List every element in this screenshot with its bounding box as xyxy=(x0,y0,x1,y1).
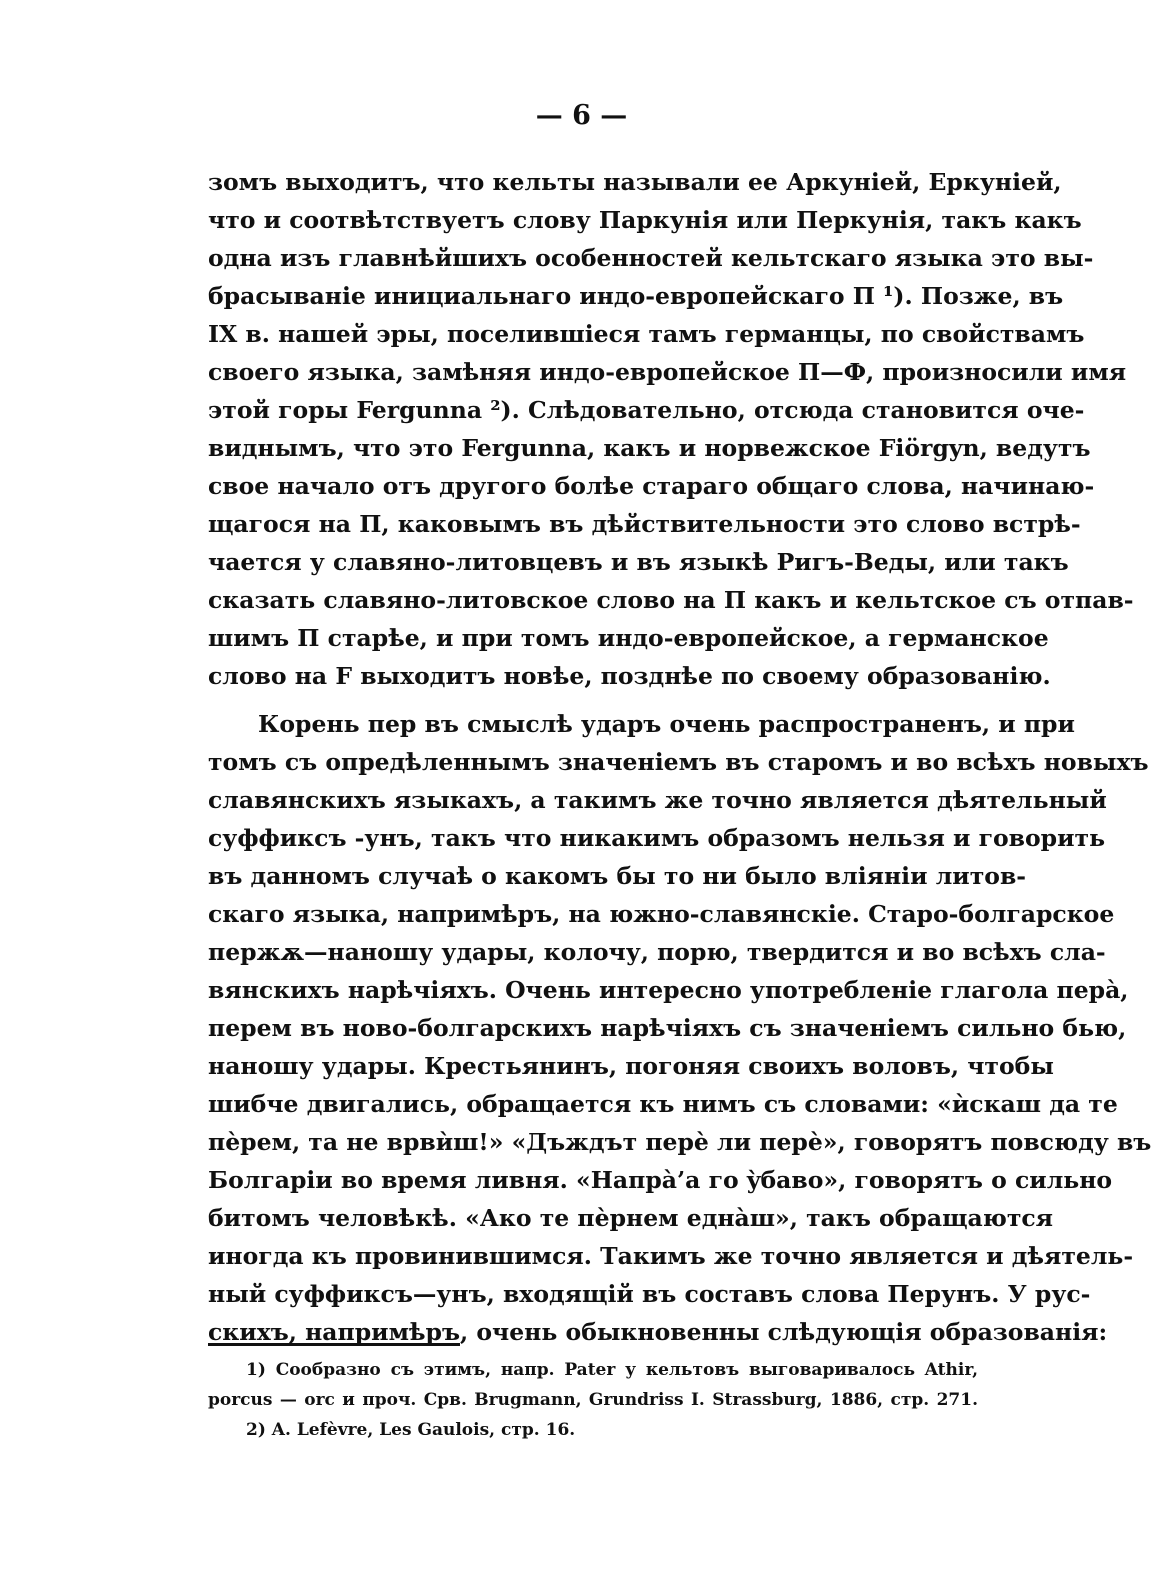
footnote-divider xyxy=(208,1343,460,1346)
text-line: пержѫ—наношу удары, колочу, порю, твердится и во всѣхъ сла- xyxy=(208,938,1106,966)
text-line: IX в. нашей эры, поселившіеся тамъ германцы, по свойствамъ xyxy=(208,320,1085,348)
footnote-line: porcus — orc и проч. Срв. Brugmann, Grundriss I. Strassburg, 1886, стр. 271. xyxy=(208,1390,978,1410)
text-line: своего языка, замѣняя индо-европейское П—Ф, произносили имя xyxy=(208,358,1127,386)
text-line: сказать славяно-литовское слово на П какъ и кельтское съ отпав- xyxy=(208,586,1134,614)
text-line: скаго языка, напримѣръ, на южно-славянскіе. Старо-болгарское xyxy=(208,900,1115,928)
text-line: наношу удары. Крестьянинъ, погоняя своихъ воловъ, чтобы xyxy=(208,1052,1054,1080)
text-line: брасываніе инициальнаго индо-европейскаго П ¹). Позже, въ xyxy=(208,282,1064,310)
text-line: одна изъ главнѣйшихъ особенностей кельтскаго языка это вы- xyxy=(208,244,1094,272)
text-line: чается у славяно-литовцевъ и въ языкѣ Ригъ-Веды, или такъ xyxy=(208,548,1069,576)
page-number: — 6 — xyxy=(535,100,628,131)
text-line: шимъ П старѣе, и при томъ индо-европейское, а германское xyxy=(208,624,1049,652)
footnote-line: 1) Сообразно съ этимъ, напр. Pater у кельтовъ выговаривалось Athir, xyxy=(246,1360,978,1380)
footnotes xyxy=(208,1355,978,1445)
text-line: что и соотвѣтствуетъ слову Паркунія или Перкунія, такъ какъ xyxy=(208,206,1082,234)
text-line: Болгаріи во время ливня. «Напрà’а го ỳбаво», говорятъ о сильно xyxy=(208,1166,1113,1194)
text-line: виднымъ, что это Fergunna, какъ и норвежское Fiörgyn, ведутъ xyxy=(208,434,1091,462)
text-line: зомъ выходитъ, что кельты называли ее Аркуніей, Еркуніей, xyxy=(208,168,1062,196)
text-line: этой горы Fergunna ²). Слѣдовательно, отсюда становится оче- xyxy=(208,396,1085,424)
text-line: суффиксъ -унъ, такъ что никакимъ образомъ нельзя и говорить xyxy=(208,824,1106,852)
text-line: иногда къ провинившимся. Такимъ же точно является и дѣятель- xyxy=(208,1242,1134,1270)
text-line: Корень пер въ смыслѣ ударъ очень распространенъ, и при xyxy=(258,710,1075,738)
footnote-line: 2) A. Lefèvre, Les Gaulois, стр. 16. xyxy=(246,1420,576,1440)
text-line: славянскихъ языкахъ, а такимъ же точно является дѣятельный xyxy=(208,786,1107,814)
text-line: вянскихъ нарѣчіяхъ. Очень интересно употребленіе глагола перà, xyxy=(208,976,1129,1004)
text-line: битомъ человѣкѣ. «Ако те пѐрнем еднàш», такъ обращаются xyxy=(208,1204,1054,1232)
text-line: слово на F выходитъ новѣе, позднѣе по своему образованію. xyxy=(208,662,1051,690)
body-text xyxy=(208,163,1152,1351)
text-line: пѐрем, та не врвѝш!» «Дъждът перѐ ли перѐ», говорятъ повсюду въ xyxy=(208,1128,1152,1156)
text-line: ный суффиксъ—унъ, входящій въ составъ слова Перунъ. У рус- xyxy=(208,1280,1091,1308)
text-line: скихъ, напримѣръ, очень обыкновенны слѣдующія образованія: xyxy=(208,1318,1108,1346)
text-line: щагося на П, каковымъ въ дѣйствительности это слово встрѣ- xyxy=(208,510,1081,538)
text-line: въ данномъ случаѣ о какомъ бы то ни было вліяніи литов- xyxy=(208,862,1027,890)
text-line: перем въ ново-болгарскихъ нарѣчіяхъ съ значеніемъ сильно бью, xyxy=(208,1014,1127,1042)
text-line: шибче двигались, обращается къ нимъ съ словами: «ѝскаш да те xyxy=(208,1090,1118,1118)
text-line: томъ съ опредѣленнымъ значеніемъ въ старомъ и во всѣхъ новыхъ xyxy=(208,748,1149,776)
text-line: свое начало отъ другого болѣе стараго общаго слова, начинаю- xyxy=(208,472,1095,500)
